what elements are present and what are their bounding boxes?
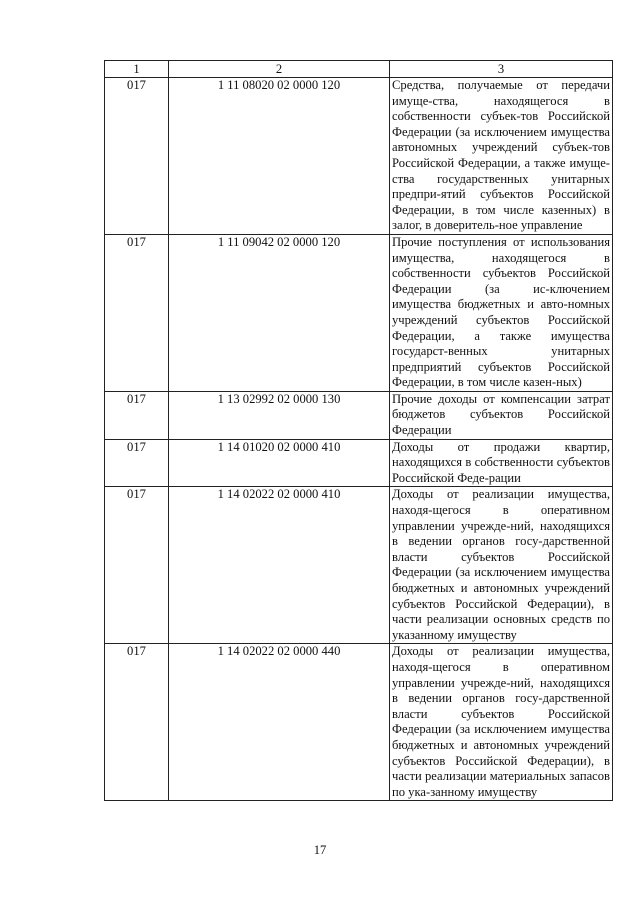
description-cell: Прочие поступления от использования имущества, находящегося в собственности субъектов Российской Федерации (за ис-ключением имущества бюджетных и авто-номных учреждений субъектов Российской Федерации, а также имущества государст-венных унитарных предприятий субъектов Российской Федерации, в том числе казен-ных)	[390, 234, 613, 391]
revenue-code-cell: 1 11 08020 02 0000 120	[169, 78, 390, 235]
table-header-row	[105, 61, 613, 78]
table-row	[105, 391, 613, 439]
description-cell: Доходы от реализации имущества, находя-щегося в оперативном управлении учрежде-ний, находящихся в ведении органов госу-дарственной власти субъектов Российской Федерации (за исключением имущества бюджетных и автономных учреждений субъектов Российской Федерации), в части реализации материальных запасов по ука-занному имуществу	[390, 644, 613, 801]
description-cell: Прочие доходы от компенсации затрат бюджетов субъектов Российской Федерации	[390, 391, 613, 439]
admin-code-cell: 017	[105, 644, 169, 801]
revenue-code-cell: 1 11 09042 02 0000 120	[169, 234, 390, 391]
revenue-code-cell: 1 13 02992 02 0000 130	[169, 391, 390, 439]
revenue-code-cell: 1 14 01020 02 0000 410	[169, 439, 390, 487]
table-row	[105, 487, 613, 644]
admin-code-cell: 017	[105, 487, 169, 644]
description-cell: Доходы от продажи квартир, находящихся в собственности субъектов Российской Феде-рации	[390, 439, 613, 487]
table-row	[105, 439, 613, 487]
revenue-code-cell: 1 14 02022 02 0000 410	[169, 487, 390, 644]
description-cell: Доходы от реализации имущества, находя-щегося в оперативном управлении учрежде-ний, находящихся в ведении органов госу-дарственной власти субъектов Российской Федерации (за исключением имущества бюджетных и автономных учреждений субъектов Российской Федерации), в части реализации основных средств по указанному имуществу	[390, 487, 613, 644]
column-header-1: 1	[105, 61, 169, 78]
column-header-3: 3	[390, 61, 613, 78]
admin-code-cell: 017	[105, 78, 169, 235]
revenue-codes-table	[104, 60, 613, 801]
admin-code-cell: 017	[105, 439, 169, 487]
description-cell: Средства, получаемые от передачи имуще-ства, находящегося в собственности субъек-тов Российской Федерации (за исключением имущества автономных учреждений субъек-тов Российской Федерации, а также имуще-ства государственных унитарных предпри-ятий субъектов Российской Федерации, в том числе казенных) в залог, в доверитель-ное управление	[390, 78, 613, 235]
revenue-code-cell: 1 14 02022 02 0000 440	[169, 644, 390, 801]
table-row	[105, 234, 613, 391]
table-row	[105, 644, 613, 801]
table-row	[105, 78, 613, 235]
admin-code-cell: 017	[105, 391, 169, 439]
admin-code-cell: 017	[105, 234, 169, 391]
page-number: 17	[313, 843, 327, 857]
column-header-2: 2	[169, 61, 390, 78]
